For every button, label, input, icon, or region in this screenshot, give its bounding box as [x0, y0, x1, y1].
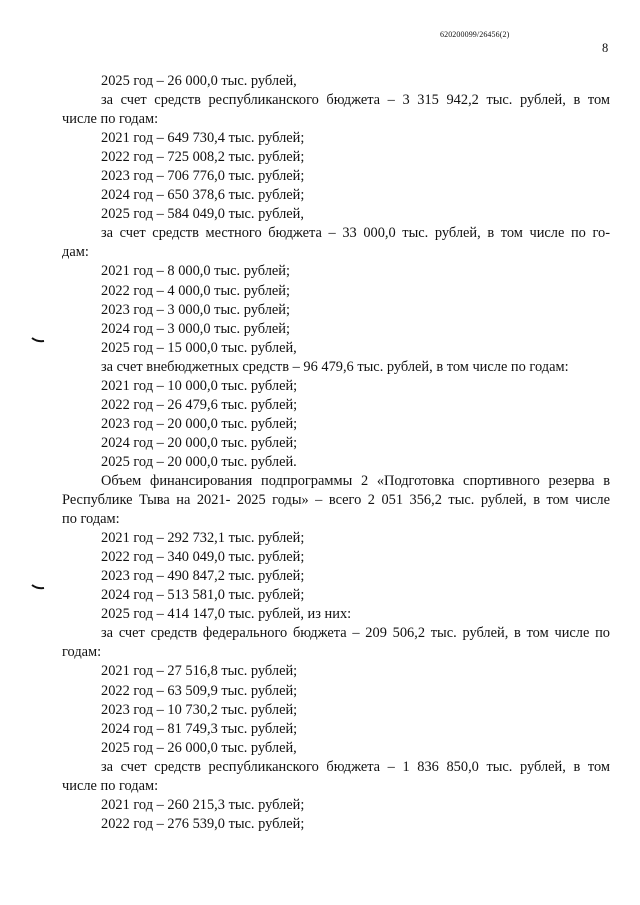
- text-line: 2023 год – 20 000,0 тыс. рублей;: [101, 415, 298, 432]
- text-line: 2022 год – 725 008,2 тыс. рублей;: [101, 149, 305, 166]
- text-line: 2021 год – 10 000,0 тыс. рублей;: [101, 377, 298, 394]
- text-line: 2025 год – 20 000,0 тыс. рублей.: [101, 453, 297, 470]
- text-line: за счет средств республиканского бюджета – 3 315 942,2 тыс. рублей, в том: [101, 92, 610, 109]
- text-line: 2023 год – 3 000,0 тыс. рублей;: [101, 301, 290, 318]
- text-line: 2024 год – 3 000,0 тыс. рублей;: [101, 320, 290, 337]
- text-line: 2022 год – 4 000,0 тыс. рублей;: [101, 282, 290, 299]
- text-line: 2025 год – 15 000,0 тыс. рублей,: [101, 339, 297, 356]
- text-line: за счет средств местного бюджета – 33 000,0 тыс. рублей, в том числе по го-: [101, 225, 610, 242]
- text-line: 2025 год – 26 000,0 тыс. рублей,: [101, 73, 297, 89]
- text-line: 2025 год – 26 000,0 тыс. рублей,: [101, 739, 297, 756]
- text-line: 2025 год – 414 147,0 тыс. рублей, из них:: [101, 606, 352, 623]
- text-line: по годам:: [62, 511, 120, 528]
- text-line: за счет средств республиканского бюджета – 1 836 850,0 тыс. рублей, в том: [101, 758, 610, 775]
- text-line: 2021 год – 260 215,3 тыс. рублей;: [101, 796, 305, 813]
- margin-scan-mark: [31, 584, 45, 591]
- text-line: 2023 год – 706 776,0 тыс. рублей;: [101, 168, 305, 185]
- text-line: 2023 год – 10 730,2 тыс. рублей;: [101, 701, 298, 718]
- text-line: 2022 год – 26 479,6 тыс. рублей;: [101, 396, 298, 413]
- text-line: 2022 год – 340 049,0 тыс. рублей;: [101, 549, 305, 566]
- text-line: 2021 год – 27 516,8 тыс. рублей;: [101, 663, 298, 680]
- text-line: 2022 год – 276 539,0 тыс. рублей;: [101, 815, 305, 832]
- text-line: 2021 год – 649 730,4 тыс. рублей;: [101, 130, 305, 147]
- text-line: 2025 год – 584 049,0 тыс. рублей,: [101, 206, 304, 223]
- text-line: годам:: [62, 644, 102, 661]
- text-line: за счет внебюджетных средств – 96 479,6 тыс. рублей, в том числе по годам:: [101, 358, 569, 375]
- text-line: 2021 год – 8 000,0 тыс. рублей;: [101, 263, 290, 280]
- text-line: за счет средств федерального бюджета – 209 506,2 тыс. рублей, в том числе по: [101, 625, 610, 642]
- text-line: 2024 год – 513 581,0 тыс. рублей;: [101, 587, 305, 604]
- text-line: 2023 год – 490 847,2 тыс. рублей;: [101, 568, 305, 585]
- text-line: 2022 год – 63 509,9 тыс. рублей;: [101, 682, 298, 699]
- text-line: 2024 год – 81 749,3 тыс. рублей;: [101, 720, 298, 737]
- document-body: [62, 72, 610, 834]
- text-line: числе по годам:: [62, 111, 159, 128]
- text-line: 2024 год – 20 000,0 тыс. рублей;: [101, 434, 298, 451]
- document-id: 620200099/26456(2): [440, 30, 510, 39]
- text-line: числе по годам:: [62, 777, 159, 794]
- text-line: дам:: [62, 244, 89, 261]
- text-line: 2024 год – 650 378,6 тыс. рублей;: [101, 187, 305, 204]
- text-line: 2021 год – 292 732,1 тыс. рублей;: [101, 530, 305, 547]
- text-line: Республике Тыва на 2021- 2025 годы» – всего 2 051 356,2 тыс. рублей, в том числе: [62, 492, 610, 509]
- page-number: 8: [602, 41, 609, 55]
- margin-scan-mark: [31, 337, 45, 344]
- text-line: Объем финансирования подпрограммы 2 «Подготовка спортивного резерва в: [101, 472, 610, 489]
